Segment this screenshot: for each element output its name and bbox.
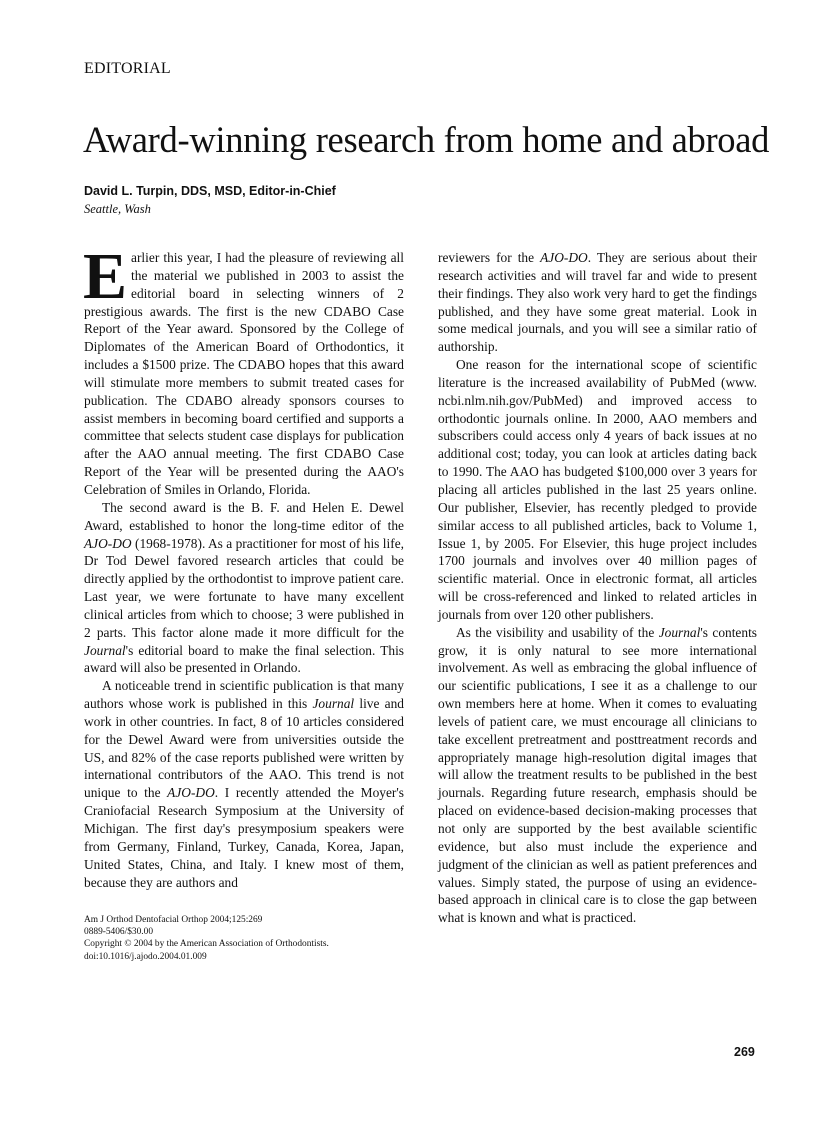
copyright: Copyright © 2004 by the American Association of Orthodontists. xyxy=(84,939,329,950)
drop-cap: E xyxy=(83,240,128,313)
section-label: EDITORIAL xyxy=(84,60,171,77)
right-column xyxy=(438,249,757,927)
paragraph: reviewers for the AJO-DO. They are serious about their research activities and will travel far and wide to present their findings. They also work very hard to get the findings published, and they have some great material. Look in some medical journals, and you will see a similar ratio of authorship. xyxy=(438,250,757,355)
paragraph: As the visibility and usability of the Journal's contents grow, it is only natural to see more international involvement. As well as embracing the global influence of our scientific publications, I see it as a challenge to our own members here at home. When it comes to evaluating levels of patient care, we must encourage all clinicians to take excellent pretreatment and posttreatment records and appropriately manage high-resolution digital images that will allow the treatment results to be published in the best journals. Regarding future research, emphasis should be placed on evidence-based decision-making processes that not only are supported by the best available scientific evidence, but also must include the experience and judgment of the clinician as well as patient preferences and values. Simply stated, the purpose of using an evidence-based approach in clinical care is to close the gap between what is known and what is practiced. xyxy=(438,624,757,926)
paragraph: Earlier this year, I had the pleasure of reviewing all the material we published in 2003 to assist the editorial board in selecting winners of 2 prestigious awards. The first is the new CDABO Case Report of the Year award. Sponsored by the College of Diplomates of the American Board of Orthodontics, it includes a $1500 prize. The CDABO hopes that this award will stimulate more members to submit treated cases for publication. The CDABO already sponsors courses to assist members in becoming board certified and supports a committee that selects student case displays for publication after the AAO annual meeting. The first CDABO Case Report of the Year will be presented during the AAO's Celebration of Smiles in Orlando, Florida. xyxy=(83,240,404,497)
page-number: 269 xyxy=(734,1045,755,1059)
citation-footnote xyxy=(84,914,329,963)
paragraph: A noticeable trend in scientific publication is that many authors whose work is published in this Journal live and work in other countries. In fact, 8 of 10 articles considered for the Dewel Award were from universities outside the US, and 82% of the case reports published were written by international contributors of the AAO. This trend is not unique to the AJO-DO. I recently attended the Moyer's Craniofacial Research Symposium at the University of Michigan. The first day's presymposium speakers were from Germany, Finland, Turkey, Canada, Korea, Japan, United States, China, and Italy. I knew most of them, because they are authors and xyxy=(84,678,404,890)
paragraph: The second award is the B. F. and Helen E. Dewel Award, established to honor the long-time editor of the AJO-DO (1968-1978). As a practitioner for most of his life, Dr Tod Dewel favored research articles that could be directly applied by the orthodontist to improve patient care. Last year, we were fortunate to have many excellent clinical articles from which to choose; 3 were published in 2 parts. This factor alone made it more difficult for the Journal's editorial board to make the final selection. This award will also be presented in Orlando. xyxy=(84,499,404,676)
citation: Am J Orthod Dentofacial Orthop 2004;125:269 xyxy=(84,915,263,925)
author-line: David L. Turpin, DDS, MSD, Editor-in-Chief xyxy=(84,184,336,198)
article-title: Award-winning research from home and abroad xyxy=(83,119,770,160)
paragraph: One reason for the international scope of scientific literature is the increased availability of PubMed (www.​ncbi.nlm.nih.gov/PubMed) and improved access to orthodontic journals online. In 2000, AAO members and subscribers could access only 4 years of back issues at no additional cost; today, you can look at articles dating back to 1990. The AAO has budgeted $100,000 over 3 years for placing all articles published in the last 25 years online. Our publisher, Elsevier, has recently pledged to provide similar access to all published articles, back to Volume 1, Issue 1, by 2005. For Elsevier, this huge project includes 1700 journals and involves over 40 million pages of scientific material. Once in electronic format, all articles will be cross-referenced and linked to related articles in journals from over 120 other publishers. xyxy=(438,357,757,622)
left-column xyxy=(83,240,404,891)
doi: doi:10.1016/j.ajodo.2004.01.009 xyxy=(84,951,207,962)
author-affiliation: Seattle, Wash xyxy=(84,202,151,216)
issn-price: 0889-5406/$30.00 xyxy=(84,927,154,938)
